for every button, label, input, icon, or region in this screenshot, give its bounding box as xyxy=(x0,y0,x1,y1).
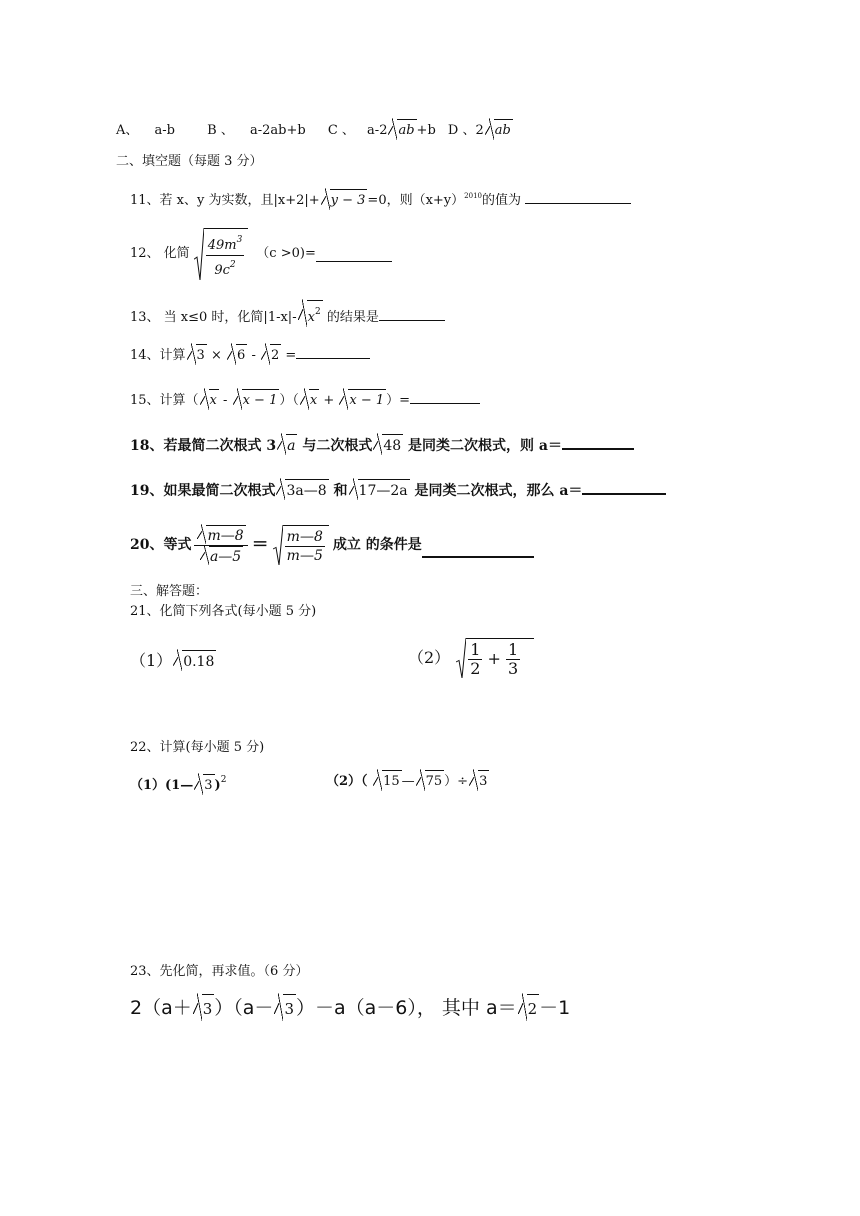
q13-answer-blank[interactable] xyxy=(379,306,445,321)
q15-minus: - xyxy=(223,393,228,408)
q14-root-2: 6 xyxy=(227,344,247,366)
q14-label: 14、计算 xyxy=(130,348,186,363)
option-a-label: A、 xyxy=(116,123,139,138)
q22-p2-label: （2）（ xyxy=(326,774,373,789)
question-18 xyxy=(130,434,634,456)
q22-title: 22、计算(每小题 5 分) xyxy=(130,740,265,755)
q14-equals: = xyxy=(285,348,297,363)
section-answer-title: 三、解答题： xyxy=(130,584,209,599)
q21-p2-num-2: 1 xyxy=(507,640,519,659)
q21-p2-num-1: 1 xyxy=(470,640,481,659)
question-12 xyxy=(130,228,392,280)
q12-answer-blank[interactable] xyxy=(316,247,392,262)
q15-root-3: x xyxy=(300,389,319,411)
q14-times: × xyxy=(210,348,222,363)
q20-left-num-root: m—8 xyxy=(197,525,245,545)
q23-root-3: 2 xyxy=(518,994,540,1022)
q20-right-numerator: m—8 xyxy=(286,529,323,545)
q19-answer-blank[interactable] xyxy=(582,479,666,495)
q23-expression xyxy=(130,994,570,1022)
question-20 xyxy=(130,518,534,572)
question-11 xyxy=(130,186,631,211)
q21-p2-root xyxy=(456,638,534,678)
option-c-prefix: a-2 xyxy=(367,123,388,138)
q14-minus: - xyxy=(251,348,256,363)
question-15 xyxy=(130,389,480,411)
q23-part-4: －1 xyxy=(539,997,571,1019)
q18-root-2: 48 xyxy=(373,434,403,456)
q21-part-2 xyxy=(408,630,534,686)
q20-text: 成立 的条件是 xyxy=(332,537,422,553)
q21-part-1 xyxy=(130,650,216,672)
q15-end: ）= xyxy=(386,393,411,408)
q18-text-c: 是同类二次根式，则 a＝ xyxy=(408,438,562,454)
q23-title: 23、先化简，再求值。（6 分） xyxy=(130,964,309,979)
q22-p2-root-1: 15 xyxy=(373,770,402,792)
q15-label: 15、计算（ xyxy=(130,393,199,408)
question-14 xyxy=(130,344,370,366)
q20-right-denominator: m—5 xyxy=(286,548,323,564)
q18-root-1: a xyxy=(277,434,297,456)
q11-answer-blank[interactable] xyxy=(525,189,631,204)
q13-text-b: 的结果是 xyxy=(326,310,379,325)
q15-root-2: x − 1 xyxy=(233,389,280,411)
q22-p1-exponent: 2 xyxy=(220,775,227,785)
q19-root-1: 3a—8 xyxy=(276,479,328,501)
option-d-label: D 、2 xyxy=(447,123,484,138)
q18-text-b: 与二次根式 xyxy=(302,438,373,454)
q11-root: y − 3 xyxy=(321,189,368,211)
option-b-label: B 、 xyxy=(207,123,234,138)
q13-text-a: 13、 当 x≤0 时，化简|1-x|- xyxy=(130,310,297,325)
q22-p1-root: 3 xyxy=(194,774,214,796)
q12-condition: （c >0)= xyxy=(256,246,316,261)
q23-root-1: 3 xyxy=(193,994,215,1022)
q11-exponent: 2010 xyxy=(464,192,482,200)
q19-text-a: 19、如果最简二次根式 xyxy=(130,483,276,499)
q23-part-2: ）（a－ xyxy=(214,997,274,1019)
q21-p1-root: 0.18 xyxy=(173,650,216,672)
q21-p2-den-2: 3 xyxy=(507,659,519,678)
q19-text-b: 和 xyxy=(333,483,348,499)
q12-label: 12、 化简 xyxy=(130,246,190,261)
q21-p2-den-1: 2 xyxy=(470,659,481,678)
q20-equals: ＝ xyxy=(251,535,269,555)
q22-part-2 xyxy=(326,770,489,792)
q18-answer-blank[interactable] xyxy=(562,434,634,450)
q18-text-a: 18、若最简二次根式 3 xyxy=(130,438,277,454)
q22-p2-root-3: 3 xyxy=(469,770,489,792)
q22-p1-close: ) xyxy=(214,778,221,793)
q21-p2-label: （2） xyxy=(408,648,451,667)
section-fill-in-title: 二、填空题（每题 3 分） xyxy=(116,154,263,169)
q11-text-b: =0，则（x+y） xyxy=(367,193,465,208)
q21-title: 21、化简下列各式(每小题 5 分) xyxy=(130,604,317,619)
q23-part-1: 2（a＋ xyxy=(130,997,192,1019)
q15-plus: + xyxy=(323,393,335,408)
q12-root xyxy=(194,228,249,280)
q15-answer-blank[interactable] xyxy=(410,389,480,404)
q11-text-a: 11、若 x、y 为实数，且|x+2|+ xyxy=(130,193,320,208)
option-c-root: ab xyxy=(388,119,416,141)
q14-answer-blank[interactable] xyxy=(296,344,370,359)
q12-denominator: 9c xyxy=(214,263,230,278)
option-c-label: C 、 xyxy=(327,123,355,138)
option-b-value: a-2ab+b xyxy=(249,123,306,138)
question-19 xyxy=(130,479,666,501)
q20-left-den-root: a—5 xyxy=(200,546,243,566)
q14-root-3: 2 xyxy=(261,344,281,366)
q21-p1-label: （1） xyxy=(130,651,173,670)
q23-part-3: ）－a（a－6）， 其中 a＝ xyxy=(295,997,517,1019)
q20-left-fraction xyxy=(194,525,247,566)
q14-root-1: 3 xyxy=(187,344,207,366)
q12-numerator: 49m xyxy=(207,238,237,253)
question-13 xyxy=(130,300,445,328)
options-line xyxy=(116,119,513,141)
q19-text-c: 是同类二次根式，那么 a＝ xyxy=(414,483,583,499)
q22-p1-label: （1）(1— xyxy=(130,778,194,793)
option-c-suffix: +b xyxy=(416,123,436,138)
q13-root: $x^2$ xyxy=(298,300,323,328)
q12-num-exp: 3 xyxy=(236,235,243,245)
q22-p2-minus: — xyxy=(401,774,415,789)
q11-text-c: 的值为 xyxy=(481,193,521,208)
q21-p2-plus: + xyxy=(487,649,501,668)
q22-p2-root-2: 75 xyxy=(416,770,445,792)
q20-right-root xyxy=(273,525,329,565)
q12-den-exp: 2 xyxy=(229,260,236,270)
option-d-root: ab xyxy=(485,119,513,141)
q20-answer-blank[interactable] xyxy=(422,542,534,558)
q15-middle: ）（ xyxy=(279,393,299,408)
q15-root-1: x xyxy=(200,389,219,411)
q20-label: 20、等式 xyxy=(130,537,192,553)
q22-part-1 xyxy=(130,770,226,796)
q19-root-2: 17—2a xyxy=(349,479,410,501)
q22-p2-close: ）÷ xyxy=(444,774,469,789)
option-a-value: a-b xyxy=(154,123,175,138)
q15-root-4: x − 1 xyxy=(339,389,386,411)
q23-root-2: 3 xyxy=(274,994,296,1022)
